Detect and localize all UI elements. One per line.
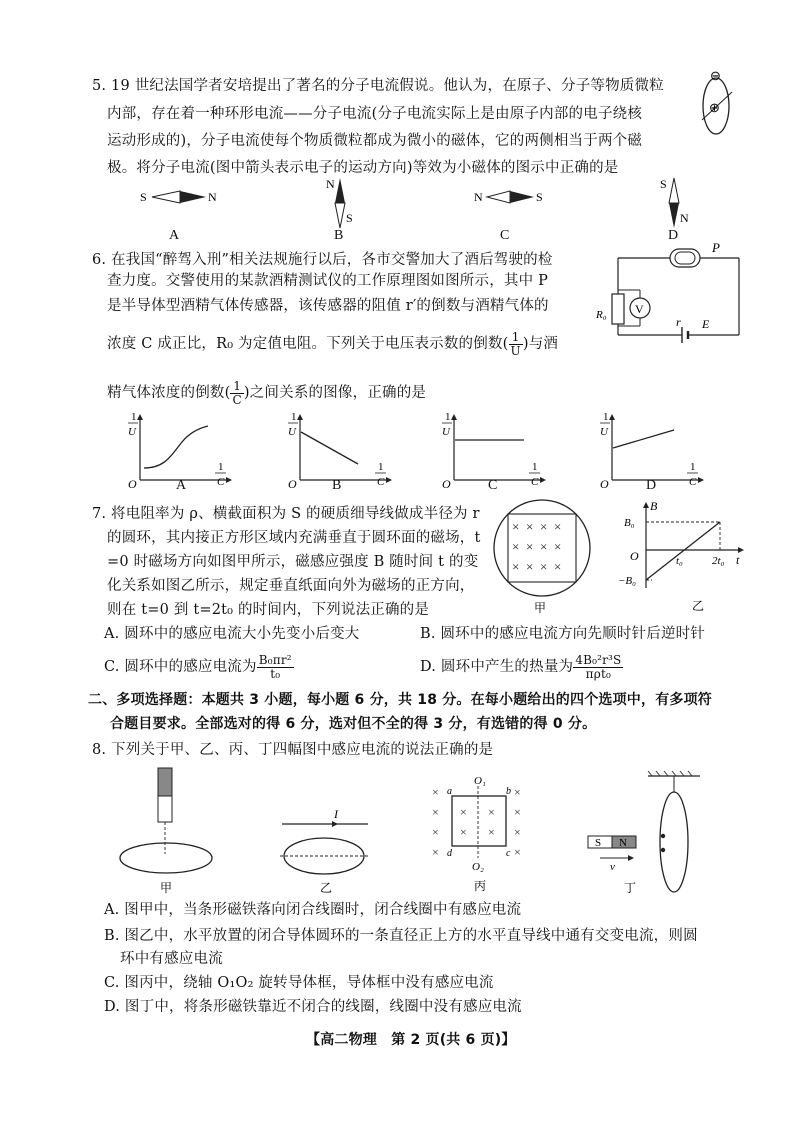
svg-text:×: ×: [432, 785, 439, 799]
magnet-s-label: S: [595, 837, 602, 849]
svg-text:U: U: [442, 426, 450, 438]
svg-text:−B₀: −B₀: [618, 575, 636, 587]
svg-text:×: ×: [514, 785, 521, 799]
svg-text:×: ×: [432, 825, 439, 839]
pole-n-label: N: [474, 190, 483, 204]
pole-s-label: S: [140, 190, 147, 204]
q5-option-c-figure: [474, 186, 554, 210]
section-2-heading-2: 合题目要求。全部选对的得 6 分，选对但不全的得 3 分，有选错的得 0 分。: [110, 716, 597, 732]
svg-text:×: ×: [526, 539, 534, 554]
q7-option-c[interactable]: C. 圆环中的感应电流为 $\frac{\text{B₀πr²}}{\text{t₀}}$: [104, 652, 292, 681]
svg-text:O: O: [630, 549, 639, 563]
svg-text:C: C: [689, 476, 697, 488]
pole-s-label: S: [660, 177, 667, 191]
svg-text:d: d: [447, 848, 452, 859]
axis-o1-label: O₁: [474, 775, 486, 787]
svg-text:1: 1: [378, 461, 384, 473]
q6-option-b[interactable]: B: [332, 478, 342, 493]
q5-option-b-figure: [326, 176, 356, 232]
q7-option-a[interactable]: A. 圆环中的感应电流大小先变小后变大: [104, 626, 360, 642]
svg-text:×: ×: [488, 805, 495, 819]
svg-text:1: 1: [445, 411, 451, 423]
q8-fig-bing: [430, 774, 530, 894]
q7-option-b[interactable]: B. 圆环中的感应电流方向先顺时针后逆时针: [420, 626, 706, 642]
q7-line-3: =0 时磁场方向如图甲所示，磁感应强度 B 随时间 t 的变: [107, 554, 479, 570]
svg-text:C: C: [531, 476, 539, 488]
q8-stem: 8. 下列关于甲、乙、丙、丁四幅图中感应电流的说法正确的是: [92, 742, 494, 758]
q6-line-5: [107, 377, 426, 409]
q6-line-2: 查力度。交警使用的某款酒精测试仪的工作原理图如图所示，其中 P: [107, 273, 549, 289]
pole-n-label: N: [208, 190, 217, 204]
svg-text:×: ×: [514, 805, 521, 819]
q7-line-4: 化关系如图乙所示，规定垂直纸面向外为磁场的正方向，: [107, 578, 475, 594]
q8-option-b-2: 环中有感应电流: [120, 951, 223, 967]
svg-text:×: ×: [460, 825, 467, 839]
svg-text:1: 1: [690, 461, 696, 473]
svg-text:×: ×: [488, 825, 495, 839]
svg-text:×: ×: [526, 519, 534, 534]
svg-text:×: ×: [432, 845, 439, 859]
svg-text:C: C: [217, 476, 225, 488]
q6-option-a[interactable]: A: [176, 478, 187, 493]
q7-line-1: 7. 将电阻率为 ρ、横截面积为 S 的硬质细导线做成半径为 r: [92, 506, 480, 522]
battery-e-label: E: [702, 317, 710, 331]
svg-text:1: 1: [218, 461, 224, 473]
fig-jia-label: 甲: [534, 601, 547, 615]
svg-text:×: ×: [526, 559, 534, 574]
fig-yi-label: 乙: [320, 881, 333, 895]
svg-text:2t₀: 2t₀: [712, 555, 725, 567]
q6-line-5-a: 精气体浓度的倒数(: [107, 385, 231, 401]
svg-text:×: ×: [512, 519, 520, 534]
heat-formula: $\frac{\text{4B₀²r³S}}{\text{πρt₀}}$: [575, 652, 622, 681]
svg-text:×: ×: [512, 539, 520, 554]
frac-one-over-c: $\frac{1}{C}$: [232, 378, 242, 407]
q8-fig-jia: [116, 766, 226, 896]
q6-line-4: [107, 328, 558, 360]
q6-line-3: 是半导体型酒精气体传感器，该传感器的阻值 r′的倒数与酒精气体的: [107, 298, 549, 314]
section-2-heading-1: 二、多项选择题：本题共 3 小题，每小题 6 分，共 18 分。在每小题给出的四个选项中，有多项符: [88, 692, 713, 708]
battery-r-label: r: [676, 315, 681, 329]
r0-label: R₀: [596, 309, 607, 321]
q5-line-3: 运动形成的)，分子电流使每个物质微粒都成为微小的磁体，它的两侧相当于两个磁: [107, 133, 643, 149]
q8-option-d[interactable]: D. 图丁中，将条形磁铁靠近不闭合的线圈，线圈中没有感应电流: [104, 999, 522, 1015]
svg-text:1: 1: [131, 411, 137, 423]
q7-line-2: 的圆环，其内接正方形区域内充满垂直于圆环面的磁场，t: [107, 530, 481, 546]
pole-n-label: N: [680, 211, 689, 225]
q5-option-a-figure: [140, 186, 220, 210]
fig-jia-label: 甲: [160, 881, 173, 895]
q6-line-4-a: 浓度 C 成正比，R₀ 为定值电阻。下列关于电压表示数的倒数(: [107, 336, 509, 352]
q6-option-c[interactable]: C: [488, 478, 498, 493]
svg-text:t: t: [736, 553, 740, 567]
pole-s-label: S: [536, 190, 543, 204]
svg-text:t₀: t₀: [676, 555, 683, 567]
svg-text:×: ×: [540, 559, 548, 574]
q6-line-5-b: )之间关系的图像，正确的是: [243, 385, 427, 401]
pole-s-label: S: [346, 211, 353, 225]
magnet-n-label: N: [619, 837, 627, 849]
sensor-p-label: P: [712, 240, 720, 255]
velocity-label: v: [610, 861, 615, 873]
fig-bing-label: 丙: [474, 879, 487, 893]
q8-fig-yi: [276, 800, 376, 900]
svg-text:×: ×: [554, 519, 562, 534]
svg-text:C: C: [377, 476, 385, 488]
current-i-label: I: [334, 807, 338, 821]
page-footer: 【高二物理 第 2 页(共 6 页)】: [306, 1032, 516, 1048]
b-t-graph: [616, 498, 746, 614]
svg-text:U: U: [288, 426, 296, 438]
q6-line-1: 6. 在我国“醉驾入刑”相关法规施行以后，各市交警加大了酒后驾驶的检: [92, 252, 553, 268]
q7-option-d[interactable]: D. 圆环中产生的热量为 $\frac{\text{4B₀²r³S}}{\text{πρt₀}}$: [420, 652, 622, 681]
svg-text:1: 1: [291, 411, 297, 423]
fig-yi-label: 乙: [692, 599, 705, 613]
q5-line-2: 内部，存在着一种环形电流——分子电流(分子电流实际上是由原子内部的电子绕核: [107, 106, 643, 122]
svg-text:1: 1: [603, 411, 609, 423]
svg-text:b: b: [506, 786, 511, 797]
q5-option-c[interactable]: C: [500, 228, 510, 243]
q6-line-4-b: )与酒: [522, 336, 559, 352]
q5-line-1: 5. 19 世纪法国学者安培提出了著名的分子电流假说。他认为，在原子、分子等物质微粒: [92, 78, 664, 94]
q8-option-b-1[interactable]: B. 图乙中，水平放置的闭合导体圆环的一条直径正上方的水平直导线中通有交变电流，则圆: [104, 928, 698, 944]
q8-fig-ding: [584, 770, 704, 896]
fig-ding-label: 丁: [624, 881, 637, 895]
current-formula: $\frac{\text{B₀πr²}}{\text{t₀}}$: [258, 652, 292, 681]
axis-o2-label: O₂: [472, 861, 484, 873]
nucleus-symbol: ⊕: [709, 100, 720, 115]
breathalyzer-circuit: [594, 240, 744, 350]
ring-field-figure: [492, 498, 602, 618]
q6-option-d[interactable]: D: [646, 478, 657, 493]
svg-text:×: ×: [514, 845, 521, 859]
pole-n-label: N: [326, 177, 335, 191]
q7-line-5: 则在 t=0 到 t=2t₀ 的时间内，下列说法正确的是: [107, 602, 430, 618]
svg-text:1: 1: [532, 461, 538, 473]
svg-text:×: ×: [514, 825, 521, 839]
svg-text:B₀: B₀: [624, 517, 635, 529]
svg-text:O: O: [600, 477, 609, 491]
svg-text:×: ×: [512, 559, 520, 574]
q5-option-a[interactable]: A: [169, 228, 180, 243]
svg-text:×: ×: [540, 539, 548, 554]
q5-option-b[interactable]: B: [334, 228, 344, 243]
frac-one-over-u: $\frac{1}{U}$: [510, 329, 521, 358]
svg-text:O: O: [288, 477, 297, 491]
svg-text:O: O: [128, 477, 137, 491]
svg-text:a: a: [447, 786, 452, 797]
svg-text:×: ×: [554, 539, 562, 554]
resistor-r0: [612, 294, 624, 324]
svg-text:U: U: [128, 426, 136, 438]
svg-text:c: c: [506, 848, 511, 859]
voltmeter-label: V: [635, 302, 644, 316]
electron-symbol: ⊖: [710, 68, 721, 83]
svg-text:×: ×: [554, 559, 562, 574]
q5-option-d-figure: [660, 176, 690, 232]
svg-text:×: ×: [540, 519, 548, 534]
q8-option-c[interactable]: C. 图丙中，绕轴 O₁O₂ 旋转导体框，导体框中没有感应电流: [104, 975, 494, 991]
q5-option-d[interactable]: D: [668, 228, 679, 243]
svg-text:B: B: [650, 499, 658, 513]
svg-text:×: ×: [432, 805, 439, 819]
q8-option-a[interactable]: A. 图甲中，当条形磁铁落向闭合线圈时，闭合线圈中有感应电流: [104, 902, 522, 918]
q5-line-4: 极。将分子电流(图中箭头表示电子的运动方向)等效为小磁体的图示中正确的是: [107, 160, 619, 176]
svg-text:O: O: [442, 477, 451, 491]
svg-text:×: ×: [460, 805, 467, 819]
svg-text:U: U: [600, 426, 608, 438]
atom-figure: [690, 64, 750, 144]
